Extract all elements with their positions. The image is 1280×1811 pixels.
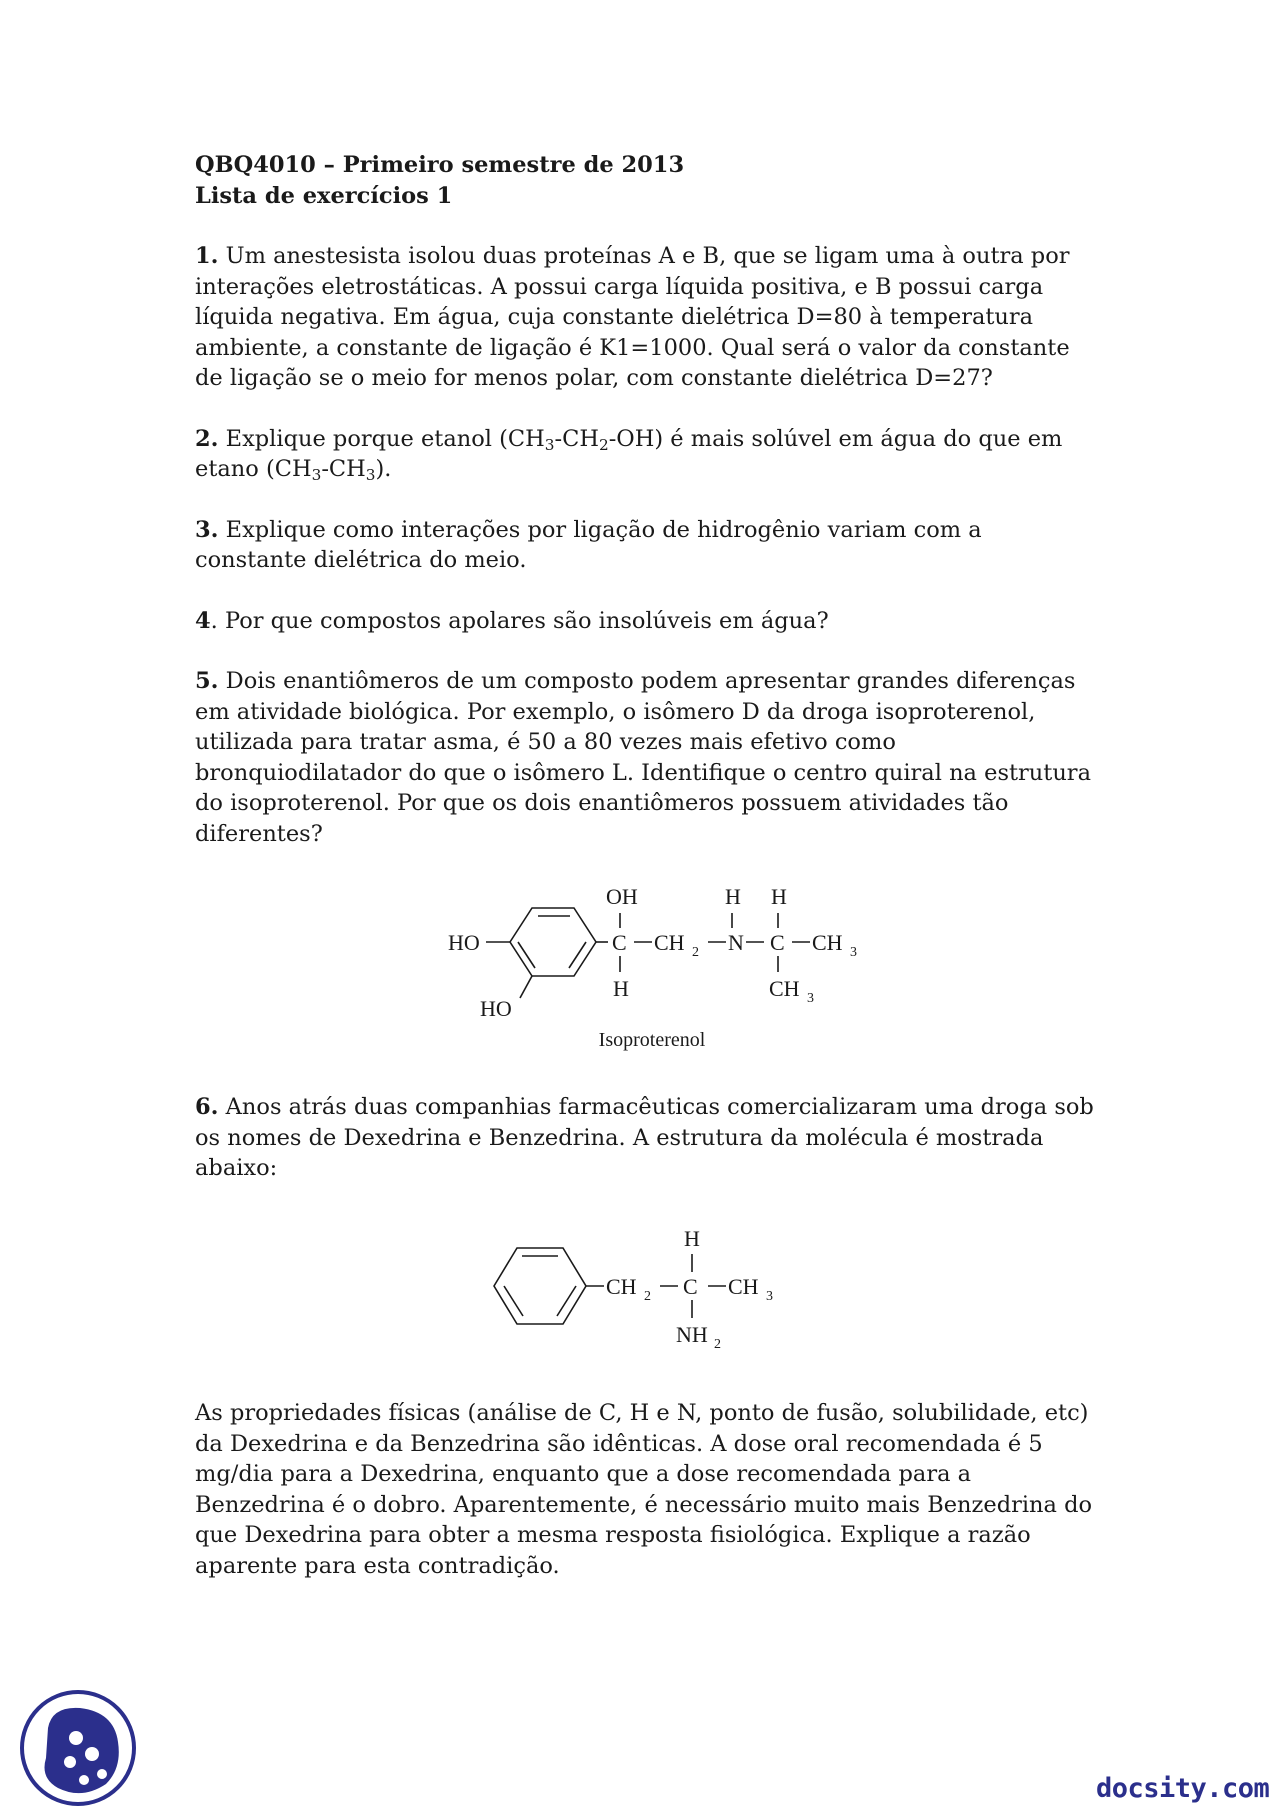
atom-label: C [770,930,785,955]
atom-subscript: 3 [807,991,814,1006]
ring-double-bond [504,1286,523,1316]
question-text: Explique porque etanol (CH [225,425,545,452]
document-body-3 [195,1398,1095,1581]
bond [520,976,532,998]
structure-caption: Isoproterenol [598,1029,706,1051]
question-text: ). [375,456,392,482]
atom-label: H [684,1226,700,1251]
atom-label: OH [606,884,638,909]
amphetamine-structure [484,1210,824,1360]
atom-label: H [725,884,741,909]
docsity-logo-icon [18,1688,138,1808]
question-3 [195,515,1095,576]
question-number: 5. [195,668,219,694]
question-text: Um anestesista isolou duas proteínas A e B, que se ligam uma à outra por interações eletrostáticas. A possui carga líquida positiva, e B possui carga líquida negativa. Em água, cuja constante dielétrica D=80 à temperatura ambiente, a constante de ligação é K1=1000. Qual será o valor da constante de ligação se o meio for menos polar, com constante dielétrica D=27? [195,243,1070,391]
question-text: -CH [554,425,599,452]
atom-label: HO [448,930,480,955]
final-paragraph: As propriedades físicas (análise de C, H e N, ponto de fusão, solubilidade, etc) da Dexedrina e da Benzedrina são idênticas. A dose oral recomendada é 5 mg/dia para a Dexedrina, enquanto que a dose recomendada para a Benzedrina é o dobro. Aparentemente, é necessário muito mais Benzedrina do que Dexedrina para obter a mesma resposta fisiológica. Explique a razão aparente para esta contradição. [195,1400,1093,1579]
ring-double-bond [518,942,535,968]
ring-double-bond [557,1286,576,1316]
question-text: Explique como interações por ligação de hidrogênio variam com a constante dielétrica do meio. [195,516,982,573]
atom-label: H [771,884,787,909]
benzene-ring [510,908,596,976]
question-number: 1. [195,243,219,269]
question-text: . Por que compostos apolares são insolúveis em água? [210,607,829,634]
question-text: -OH) é mais solúvel em água do que em etano (CH [195,425,1063,482]
question-4 [195,606,1095,637]
document-header [195,150,1095,211]
atom-label: C [612,930,627,955]
question-2 [195,424,1095,485]
isoproterenol-structure [440,878,900,1058]
question-text: Dois enantiômeros de um composto podem apresentar grandes diferenças em atividade biológica. Por exemplo, o isômero D da droga isoproterenol, utilizada para tratar asma, é 50 a 80 vezes mais efetivo como bronquiodilatador do que o isômero L. Identifique o centro quiral na estrutura do isoproterenol. Por que os dois enantiômeros possuem atividades tão diferentes? [195,668,1091,847]
atom-label: CH [812,930,843,955]
subscript: 3 [544,435,555,454]
atom-subscript: 3 [766,1289,773,1304]
question-number: 4 [195,607,211,634]
benzene-ring [494,1248,586,1324]
ring-double-bond [569,942,586,968]
question-number: 6. [195,1094,219,1120]
question-1 [195,241,1095,394]
atom-subscript: 2 [692,945,699,960]
atom-label: C [683,1274,698,1299]
atom-subscript: 2 [714,1337,721,1352]
question-6 [195,1092,1095,1184]
subscript: 3 [365,465,376,484]
document-body [195,150,1095,849]
atom-label: CH [606,1274,637,1299]
question-number: 2. [195,425,219,452]
page-title: QBQ4010 – Primeiro semestre de 2013 [195,152,685,178]
atom-label: N [728,930,744,955]
subscript: 2 [598,435,609,454]
atom-label: HO [480,996,512,1021]
atom-label: NH [676,1322,708,1347]
question-text: -CH [321,456,366,482]
atom-label: CH [728,1274,759,1299]
question-5 [195,666,1095,849]
docsity-brand-link[interactable]: docsity.com [1096,1773,1270,1804]
atom-label: H [613,976,629,1001]
document-body-2 [195,1092,1095,1184]
page-subtitle: Lista de exercícios 1 [195,182,453,209]
atom-label: CH [769,976,800,1001]
atom-label: CH [654,930,685,955]
subscript: 3 [311,465,322,484]
atom-subscript: 2 [644,1289,651,1304]
question-number: 3. [195,516,219,543]
atom-subscript: 3 [850,945,857,960]
question-text: Anos atrás duas companhias farmacêuticas comercializaram uma droga sob os nomes de Dexedrina e Benzedrina. A estrutura da molécula é mostrada abaixo: [195,1094,1094,1181]
